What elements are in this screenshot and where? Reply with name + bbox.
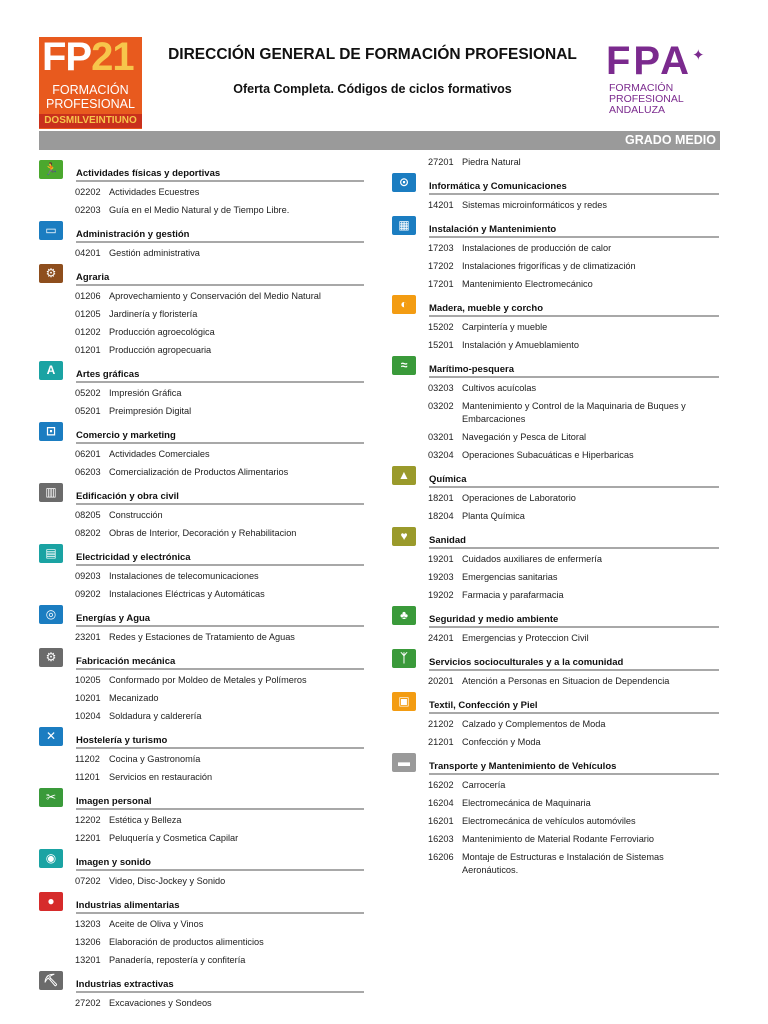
cycle-name: Montaje de Estructuras e Instalación de Sistemas Aeronáuticos. [462, 852, 664, 875]
cycle-code: 20201 [428, 676, 454, 686]
people-icon: ᛉ [392, 649, 416, 668]
list-item [39, 448, 364, 461]
family-header [39, 160, 364, 180]
family-name: Transporte y Mantenimiento de Vehículos [429, 761, 617, 772]
family-header [39, 727, 364, 747]
family-name: Sanidad [429, 535, 466, 546]
list-item [39, 710, 364, 723]
family-divider [76, 869, 364, 871]
cycle-name: Operaciones Subacuáticas e Hiperbaricas [462, 450, 634, 460]
cycle-code: 09202 [75, 589, 101, 599]
cycle-name: Elaboración de productos alimenticios [109, 937, 264, 947]
cycle-code: 13203 [75, 919, 101, 929]
cycle-code: 21201 [428, 737, 454, 747]
family-name: Servicios socioculturales y a la comunidad [429, 657, 624, 668]
family-header [39, 648, 364, 668]
list-item [392, 736, 719, 749]
list-item [39, 466, 364, 479]
list-item [39, 588, 364, 601]
cycle-code: 17201 [428, 279, 454, 289]
cycle-code: 04201 [75, 248, 101, 258]
list-item [39, 875, 364, 888]
cycle-name: Navegación y Pesca de Litoral [462, 432, 587, 442]
family-name: Actividades físicas y deportivas [76, 168, 221, 179]
circuit-icon: ▤ [39, 544, 63, 563]
right-column [392, 156, 719, 877]
grado-medio-label: GRADO MEDIO [625, 133, 716, 147]
fp21-logo-line1: FORMACIÓN [52, 83, 129, 97]
cycle-name: Cultivos acuícolas [462, 383, 537, 393]
cycle-name: Aprovechamiento y Conservación del Medio Natural [109, 291, 321, 301]
list-item [392, 553, 719, 566]
cycle-code: 10204 [75, 711, 101, 721]
fpa-logo-line2: PROFESIONAL [609, 93, 684, 105]
list-item [39, 509, 364, 522]
list-item [39, 936, 364, 949]
family-divider [76, 808, 364, 810]
cycle-code: 10205 [75, 675, 101, 685]
list-item [392, 797, 719, 810]
family-name: Marítimo-pesquera [429, 364, 514, 375]
cycle-code: 16204 [428, 798, 454, 808]
cycle-name: Servicios en restauración [109, 772, 213, 782]
solar-panel-icon: ▦ [392, 216, 416, 235]
cycle-code: 11201 [75, 772, 100, 782]
family-divider [76, 991, 364, 993]
cycle-code: 02202 [75, 187, 101, 197]
family-header [39, 971, 364, 991]
family-divider [76, 747, 364, 749]
family-header [39, 788, 364, 808]
family-divider [429, 486, 719, 488]
family-header [392, 753, 719, 773]
fp21-logo-mark: FP21 [42, 35, 134, 79]
family-header [39, 605, 364, 625]
list-item [392, 510, 719, 523]
family-divider [429, 236, 719, 238]
cycle-name: Conformado por Moldeo de Metales y Polímeros [109, 675, 307, 685]
list-item [39, 204, 364, 217]
cycle-name: Excavaciones y Sondeos [109, 998, 212, 1008]
cart-icon: ⊡ [39, 422, 63, 441]
family-header [392, 527, 719, 547]
cycle-code: 01202 [75, 327, 101, 337]
family-header [392, 173, 719, 193]
hairdryer-icon: ✂ [39, 788, 63, 807]
cycle-name: Panadería, repostería y confitería [109, 955, 246, 965]
cycle-code: 07202 [75, 876, 101, 886]
cycle-name: Planta Química [462, 511, 525, 521]
cycle-code: 16201 [428, 816, 454, 826]
cycle-name: Cuidados auxiliares de enfermería [462, 554, 602, 564]
cycle-code: 16202 [428, 780, 454, 790]
cycle-code: 15202 [428, 322, 454, 332]
cycle-name: Mantenimiento y Control de la Maquinaria de Buques y Embarcaciones [462, 401, 686, 424]
family-header [39, 422, 364, 442]
list-item [392, 199, 719, 212]
family-divider [76, 241, 364, 243]
energy-icon: ◎ [39, 605, 63, 624]
cycle-code: 01201 [75, 345, 101, 355]
cycle-code: 10201 [75, 693, 101, 703]
family-name: Seguridad y medio ambiente [429, 614, 559, 625]
cycle-name: Instalaciones Eléctricas y Automáticas [109, 589, 265, 599]
cycle-name: Gestión administrativa [109, 248, 200, 258]
list-item [39, 326, 364, 339]
cycle-name: Mantenimiento de Material Rodante Ferroviario [462, 834, 655, 844]
cycle-code: 18204 [428, 511, 454, 521]
list-item [392, 431, 719, 444]
cycle-code: 27202 [75, 998, 101, 1008]
list-item [392, 242, 719, 255]
cycle-code: 11202 [75, 754, 100, 764]
list-item [39, 997, 364, 1010]
cycle-name: Soldadura y calderería [109, 711, 202, 721]
family-name: Textil, Confección y Piel [429, 700, 538, 711]
list-item [39, 631, 364, 644]
food-icon: ● [39, 892, 63, 911]
cycle-name: Carrocería [462, 780, 506, 790]
building-icon: ▥ [39, 483, 63, 502]
cycle-code: 24201 [428, 633, 454, 643]
family-name: Fabricación mecánica [76, 656, 176, 667]
cycle-name: Obras de Interior, Decoración y Rehabilitacion [109, 528, 297, 538]
cycle-name: Peluquería y Cosmetica Capilar [109, 833, 239, 843]
family-name: Química [429, 474, 467, 485]
list-item [392, 571, 719, 584]
cycle-code: 03203 [428, 383, 454, 393]
cycle-name: Calzado y Complementos de Moda [462, 719, 606, 729]
star-icon: ✦ [692, 47, 705, 64]
family-divider [76, 668, 364, 670]
list-item [392, 156, 719, 169]
cycle-code: 12202 [75, 815, 101, 825]
cycle-name: Farmacia y parafarmacia [462, 590, 564, 600]
family-header [39, 221, 364, 241]
tree-icon: ♣ [392, 606, 416, 625]
list-item [39, 832, 364, 845]
family-divider [429, 193, 719, 195]
family-name: Edificación y obra civil [76, 491, 179, 502]
family-header [392, 295, 719, 315]
left-column [39, 156, 364, 1010]
list-item [39, 692, 364, 705]
cycle-code: 17202 [428, 261, 454, 271]
fish-icon: ≈ [392, 356, 416, 375]
runner-icon: 🏃 [39, 160, 63, 179]
list-item [392, 339, 719, 352]
cycle-name: Sistemas microinformáticos y redes [462, 200, 607, 210]
cycle-name: Mecanizado [109, 693, 159, 703]
family-divider [76, 503, 364, 505]
list-item [392, 815, 719, 828]
cycle-name: Preimpresión Digital [109, 406, 192, 416]
family-divider [429, 626, 719, 628]
cycle-name: Aceite de Oliva y Vinos [109, 919, 204, 929]
cycle-name: Electromecánica de Maquinaria [462, 798, 591, 808]
family-header [39, 892, 364, 912]
list-item [39, 308, 364, 321]
list-item [392, 400, 719, 426]
list-item [39, 954, 364, 967]
list-item [392, 492, 719, 505]
cycle-name: Producción agropecuaria [109, 345, 212, 355]
family-header [392, 356, 719, 376]
cycle-name: Operaciones de Laboratorio [462, 493, 576, 503]
cycle-code: 08202 [75, 528, 101, 538]
family-divider [76, 564, 364, 566]
cycle-name: Producción agroecológica [109, 327, 215, 337]
cycle-name: Video, Disc-Jockey y Sonido [109, 876, 226, 886]
cycle-name: Emergencias y Proteccion Civil [462, 633, 589, 643]
family-divider [429, 712, 719, 714]
camera-icon: ◉ [39, 849, 63, 868]
cycle-code: 08205 [75, 510, 101, 520]
list-item [392, 260, 719, 273]
family-divider [429, 315, 719, 317]
cycle-code: 27201 [428, 157, 454, 167]
cycle-name: Jardinería y floristería [109, 309, 198, 319]
cycle-name: Instalaciones frigoríficas y de climatización [462, 261, 636, 271]
family-name: Artes gráficas [76, 369, 140, 380]
family-header [392, 466, 719, 486]
cycle-code: 16203 [428, 834, 454, 844]
cycle-code: 03201 [428, 432, 454, 442]
family-name: Electricidad y electrónica [76, 552, 191, 563]
list-item [39, 186, 364, 199]
gears-icon: ⚙ [39, 648, 63, 667]
family-header [392, 692, 719, 712]
cycle-code: 13201 [75, 955, 101, 965]
list-item [39, 814, 364, 827]
list-item [39, 918, 364, 931]
fpa-logo-line3: ANDALUZA [609, 104, 666, 116]
family-header [392, 606, 719, 626]
cycle-name: Estética y Belleza [109, 815, 182, 825]
cycle-code: 05202 [75, 388, 101, 398]
health-icon: ♥ [392, 527, 416, 546]
list-item [39, 290, 364, 303]
fp21-logo-band: DOSMILVEINTIUNO [39, 114, 142, 128]
family-name: Energías y Agua [76, 613, 151, 624]
family-divider [76, 442, 364, 444]
cycle-code: 01206 [75, 291, 101, 301]
cycle-name: Construcción [109, 510, 163, 520]
cycle-code: 16206 [428, 852, 454, 862]
family-name: Agraria [76, 272, 110, 283]
family-name: Administración y gestión [76, 229, 190, 240]
family-divider [76, 625, 364, 627]
cycle-code: 03204 [428, 450, 454, 460]
family-header [392, 649, 719, 669]
list-item [39, 387, 364, 400]
cycle-name: Carpintería y mueble [462, 322, 548, 332]
fp21-logo-line2: PROFESIONAL [46, 97, 135, 111]
tractor-icon: ⚙ [39, 264, 63, 283]
list-item [392, 675, 719, 688]
list-item [392, 321, 719, 334]
cycle-code: 13206 [75, 937, 101, 947]
family-name: Instalación y Mantenimiento [429, 224, 557, 235]
family-header [39, 361, 364, 381]
cycle-name: Atención a Personas en Situacion de Dependencia [462, 676, 670, 686]
family-header [39, 483, 364, 503]
page-subtitle: Oferta Completa. Códigos de ciclos formativos [233, 82, 512, 96]
family-name: Industrias extractivas [76, 979, 174, 990]
cycle-code: 12201 [75, 833, 101, 843]
list-item [392, 278, 719, 291]
family-name: Imagen y sonido [76, 857, 151, 868]
list-item [392, 589, 719, 602]
cycle-name: Electromecánica de vehículos automóviles [462, 816, 636, 826]
family-divider [76, 912, 364, 914]
family-divider [429, 669, 719, 671]
list-item [39, 344, 364, 357]
fpa-logo [606, 40, 726, 120]
fpa-logo-mark: FPA [606, 39, 693, 83]
family-name: Comercio y marketing [76, 430, 176, 441]
cycle-name: Redes y Estaciones de Tratamiento de Aguas [109, 632, 295, 642]
family-header [39, 849, 364, 869]
grado-medio-bar [39, 131, 720, 150]
cycle-name: Confección y Moda [462, 737, 541, 747]
list-item [392, 779, 719, 792]
cycle-name: Cocina y Gastronomía [109, 754, 201, 764]
family-divider [76, 381, 364, 383]
list-item [392, 449, 719, 462]
cutlery-icon: ✕ [39, 727, 63, 746]
list-item [392, 851, 719, 877]
cycle-name: Emergencias sanitarias [462, 572, 558, 582]
cycle-code: 03202 [428, 401, 454, 411]
cycle-code: 06201 [75, 449, 101, 459]
cycle-code: 14201 [428, 200, 454, 210]
textile-icon: ▣ [392, 692, 416, 711]
cycle-name: Impresión Gráfica [109, 388, 182, 398]
family-header [39, 264, 364, 284]
family-divider [429, 547, 719, 549]
list-item [39, 247, 364, 260]
family-name: Imagen personal [76, 796, 152, 807]
list-item [392, 632, 719, 645]
flask-icon: ▲ [392, 466, 416, 485]
cycle-code: 06203 [75, 467, 101, 477]
cycle-code: 19201 [428, 554, 454, 564]
network-icon: ⊙ [392, 173, 416, 192]
family-header [39, 544, 364, 564]
family-divider [76, 180, 364, 182]
cycle-code: 02203 [75, 205, 101, 215]
list-item [39, 674, 364, 687]
list-item [39, 527, 364, 540]
list-item [392, 833, 719, 846]
cycle-code: 23201 [75, 632, 101, 642]
graphic-arts-icon: A [39, 361, 63, 380]
computer-icon: ▭ [39, 221, 63, 240]
fp21-logo [39, 37, 142, 129]
list-item [39, 771, 364, 784]
cycle-name: Actividades Comerciales [109, 449, 210, 459]
cycle-code: 19203 [428, 572, 454, 582]
cycle-name: Guía en el Medio Natural y de Tiempo Libre. [109, 205, 290, 215]
car-icon: ▬ [392, 753, 416, 772]
cycle-code: 19202 [428, 590, 454, 600]
list-item [39, 570, 364, 583]
cycle-code: 01205 [75, 309, 101, 319]
family-divider [429, 376, 719, 378]
cycle-code: 21202 [428, 719, 454, 729]
cycle-name: Instalaciones de telecomunicaciones [109, 571, 259, 581]
mining-icon: ⛏ [39, 971, 63, 990]
cycle-code: 18201 [428, 493, 454, 503]
family-name: Madera, mueble y corcho [429, 303, 544, 314]
cycle-name: Actividades Ecuestres [109, 187, 200, 197]
cycle-code: 15201 [428, 340, 454, 350]
cycle-name: Mantenimiento Electromecánico [462, 279, 593, 289]
list-item [39, 405, 364, 418]
list-item [39, 753, 364, 766]
cycle-name: Comercialización de Productos Alimentarios [109, 467, 289, 477]
family-name: Informática y Comunicaciones [429, 181, 567, 192]
family-header [392, 216, 719, 236]
wood-icon: ◐ [392, 295, 416, 314]
page-title: DIRECCIÓN GENERAL DE FORMACIÓN PROFESIONAL [168, 46, 577, 63]
list-item [392, 718, 719, 731]
cycle-name: Instalaciones de producción de calor [462, 243, 612, 253]
cycle-name: Instalación y Amueblamiento [462, 340, 579, 350]
cycle-name: Piedra Natural [462, 157, 521, 167]
list-item [392, 382, 719, 395]
family-divider [76, 284, 364, 286]
family-divider [429, 773, 719, 775]
family-name: Industrias alimentarias [76, 900, 180, 911]
cycle-code: 17203 [428, 243, 454, 253]
fpa-logo-line1: FORMACIÓN [609, 82, 674, 94]
cycle-code: 09203 [75, 571, 101, 581]
family-name: Hostelería y turismo [76, 735, 168, 746]
cycle-code: 05201 [75, 406, 101, 416]
